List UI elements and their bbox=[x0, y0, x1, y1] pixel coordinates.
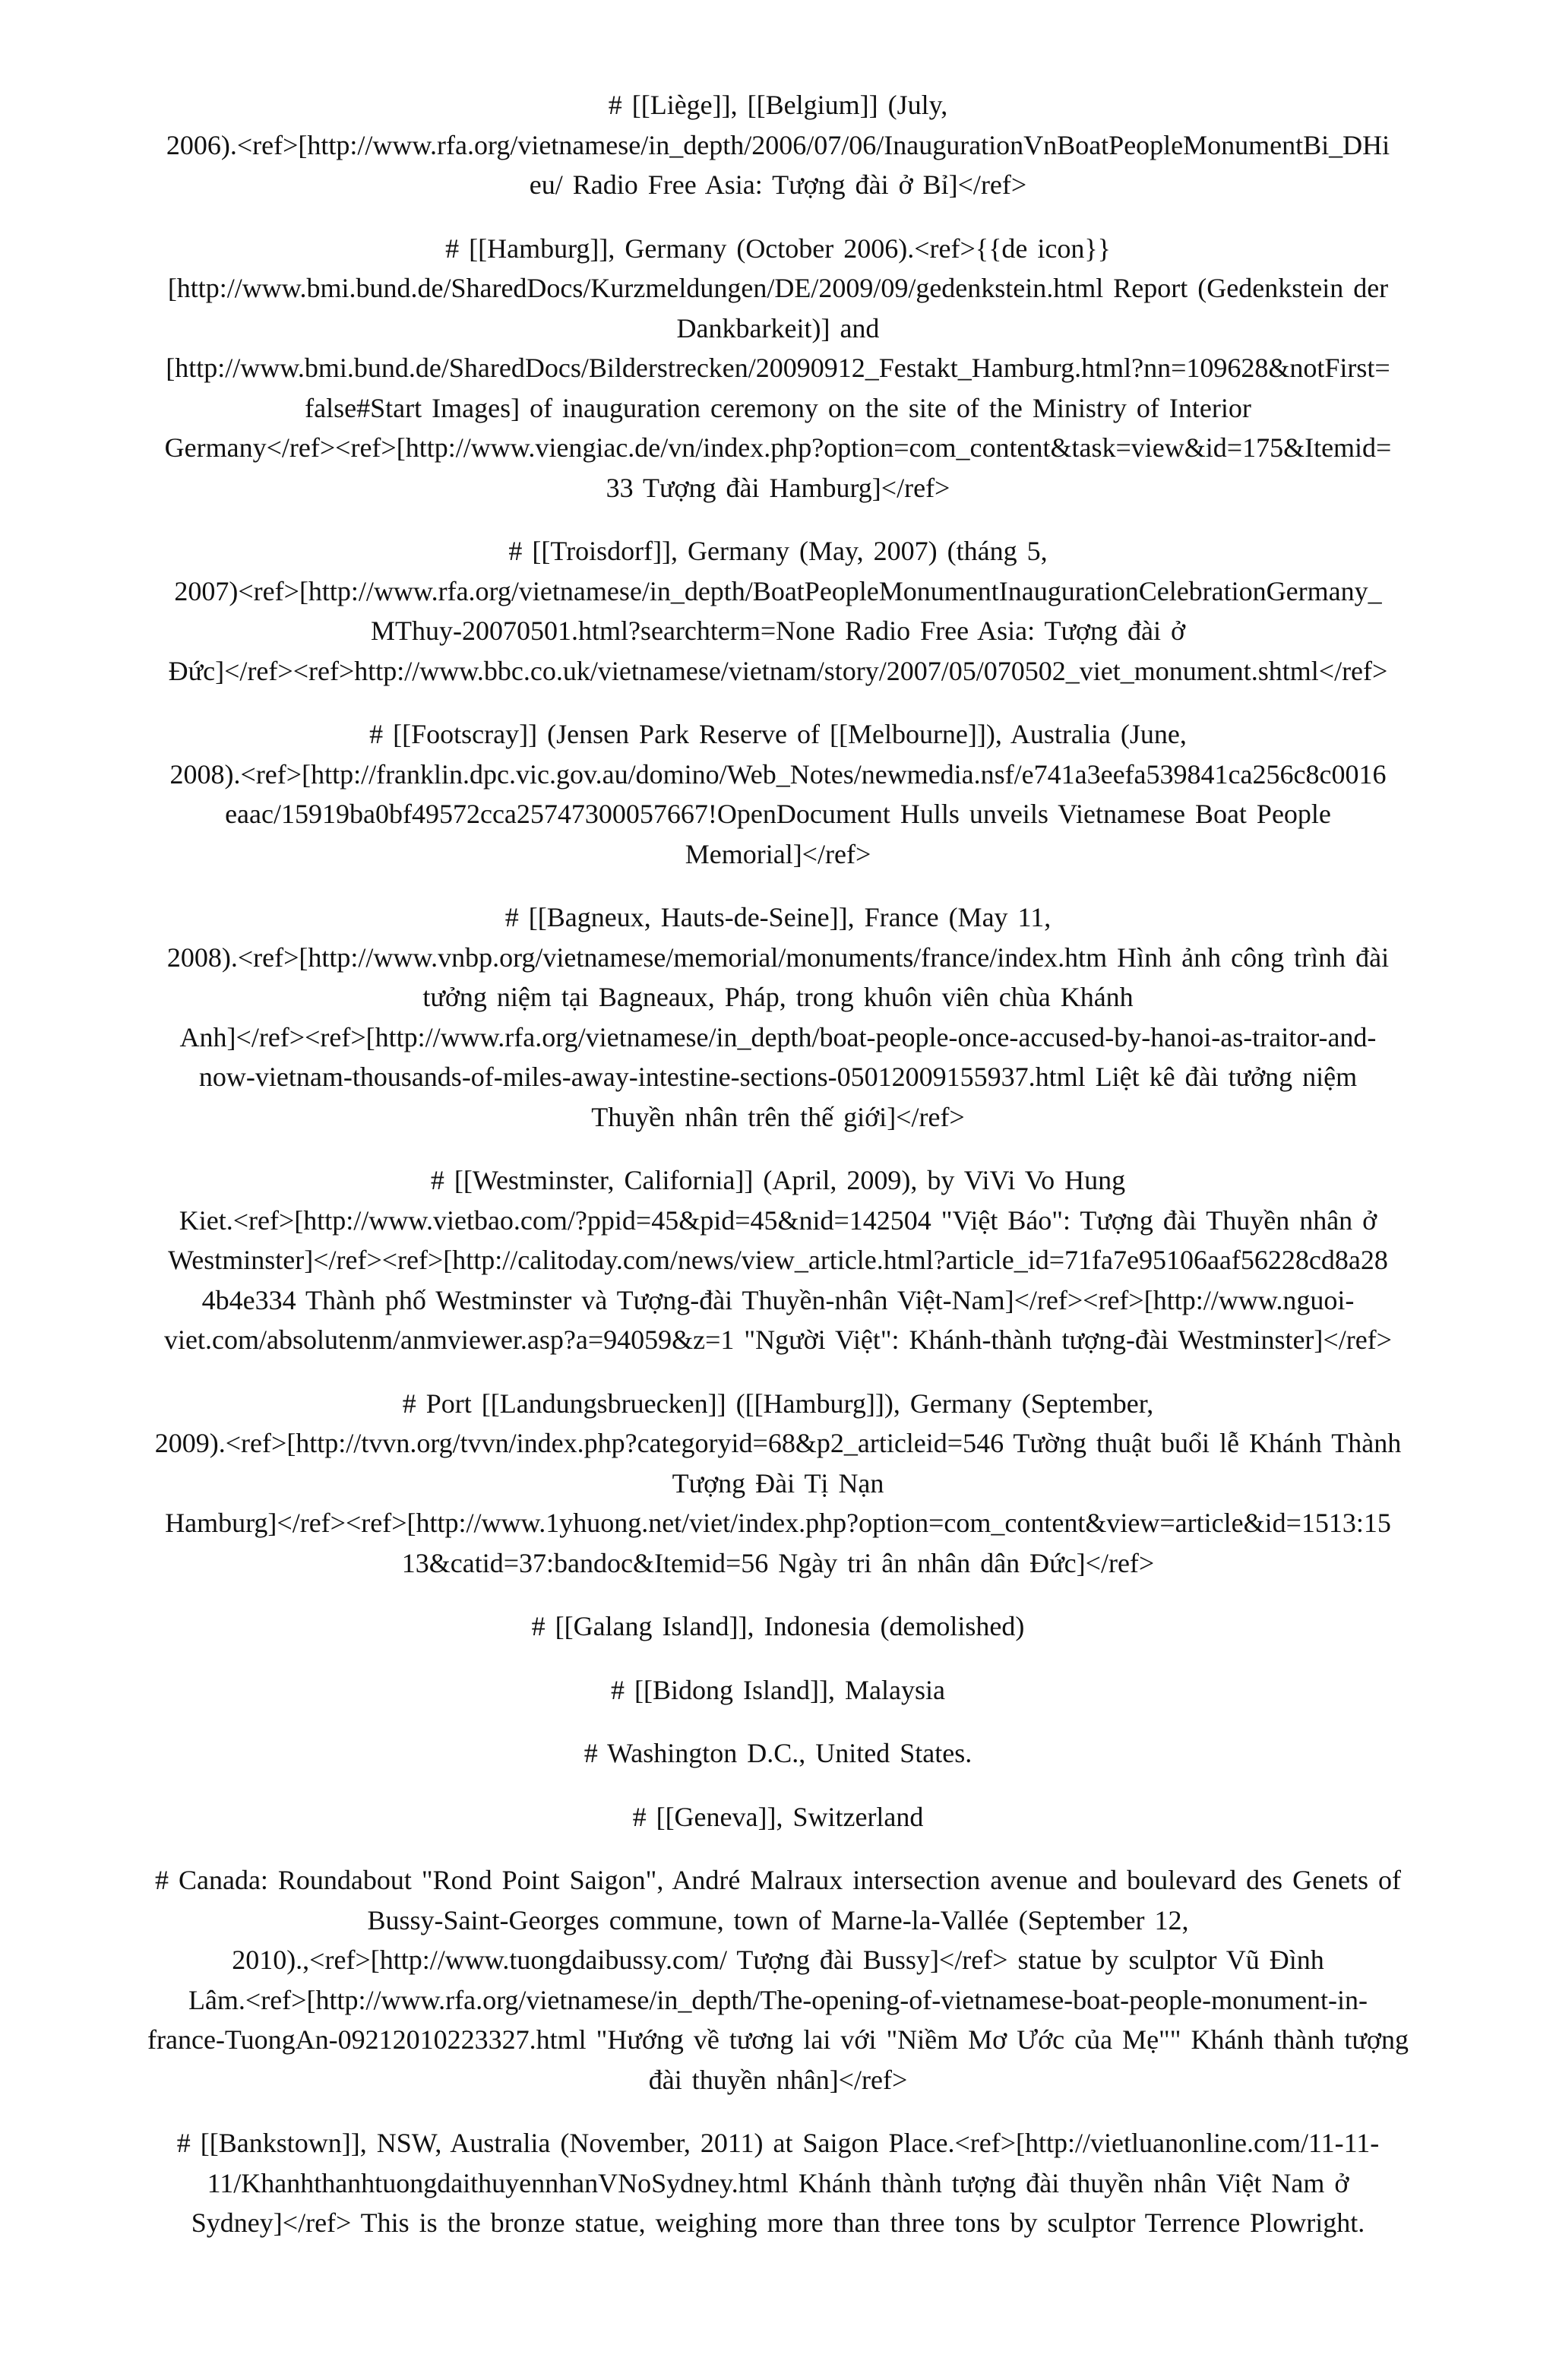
list-item-westminster: # [[Westminster, California]] (April, 2009), by ViVi Vo Hung Kiet.<ref>[http://www.vietbao.com/?ppid=45&pid=45&nid=142504 "Việt Báo": Tượng đài Thuyền nhân ở Westminster]</ref><ref>[http://calitoday.com/news/view_article.html?article_id=71fa7e95106aaf56228cd8a28 4b4e334 Thành phố Westminster và Tượng-đài Thuyền-nhân Việt-Nam]</ref><ref>[http://www.nguoi- viet.com/absolutenm/anmviewer.asp?a=94059&z=1 "Người Việt": Khánh-thành tượng-đài Westminster]</ref> bbox=[164, 1165, 1392, 1355]
list-item-canada: # Canada: Roundabout "Rond Point Saigon", André Malraux intersection avenue and boulevard des Genets of Bussy-Saint-Georges commune, town of Marne-la-Vallée (September 12, 2010).,<ref>[http://www.tuongdaibussy.com/ Tượng đài Bussy]</ref> statue by sculptor Vũ Đình Lâm.<ref>[http://www.rfa.org/vietnamese/in_depth/The-opening-of-vietnamese-boat-people-monument-in- france-TuongAn-09212010223327.html "Hướng về tương lai với "Niềm Mơ Ước của Mẹ"" Khánh thành tượng đài thuyền nhân]</ref> bbox=[147, 1865, 1409, 2095]
list-item-geneva: # [[Geneva]], Switzerland bbox=[632, 1801, 924, 1832]
list-item-washington: # Washington D.C., United States. bbox=[584, 1738, 972, 1768]
list-item-liege: # [[Liège]], [[Belgium]] (July, 2006).<ref>[http://www.rfa.org/vietnamese/in_depth/2006/07/06/InaugurationVnBoatPeopleMonumentBi_DHi eu/ Radio Free Asia: Tượng đài ở Bỉ]</ref> bbox=[166, 90, 1390, 200]
list-item-bankstown: # [[Bankstown]], NSW, Australia (November, 2011) at Saigon Place.<ref>[http://vietluanonline.com/11-11- 11/KhanhthanhtuongdaithuyennhanVNoSydney.html Khánh thành tượng đài thuyền nhân Việt Nam ở Sydney]</ref> This is the bronze statue, weighing more than three tons by sculptor Terrence Plowright. bbox=[176, 2128, 1380, 2238]
list-item-bidong: # [[Bidong Island]], Malaysia bbox=[611, 1674, 945, 1705]
list-item-landungsbruecken: # Port [[Landungsbruecken]] ([[Hamburg]]), Germany (September, 2009).<ref>[http://tvvn.org/tvvn/index.php?categoryid=68&p2_articleid=546 Tường thuật buổi lễ Khánh Thành Tượng Đài Tị Nạn Hamburg]</ref><ref>[http://www.1yhuong.net/viet/index.php?option=com_content&view=article&id=1513:15 13&catid=37:bandoc&Itemid=56 Ngày tri ân nhân dân Đức]</ref> bbox=[154, 1388, 1402, 1578]
document-page bbox=[90, 85, 1466, 2267]
list-item-footscray: # [[Footscray]] (Jensen Park Reserve of [[Melbourne]]), Australia (June, 2008).<ref>[http://franklin.dpc.vic.gov.au/domino/Web_Notes/newmedia.nsf/e741a3eefa539841ca256c8c0016 eaac/15919ba0bf49572cca25747300057667!OpenDocument Hulls unveils Vietnamese Boat People Memorial]</ref> bbox=[169, 719, 1387, 869]
list-item-troisdorf: # [[Troisdorf]], Germany (May, 2007) (tháng 5, 2007)<ref>[http://www.rfa.org/vietnamese/in_depth/BoatPeopleMonumentInaugurationCelebrationGermany_ MThuy-20070501.html?searchterm=None Radio Free Asia: Tượng đài ở Đức]</ref><ref>http://www.bbc.co.uk/vietnamese/vietnam/story/2007/05/070502_viet_monument.shtml</ref> bbox=[168, 536, 1388, 686]
list-item-hamburg: # [[Hamburg]], Germany (October 2006).<ref>{{de icon}} [http://www.bmi.bund.de/SharedDocs/Kurzmeldungen/DE/2009/09/gedenkstein.html Report (Gedenkstein der Dankbarkeit)] and [http://www.bmi.bund.de/SharedDocs/Bilderstrecken/20090912_Festakt_Hamburg.html?nn=109628&notFirst= false#Start Images] of inauguration ceremony on the site of the Ministry of Interior Germany</ref><ref>[http://www.viengiac.de/vn/index.php?option=com_content&task=view&id=175&Itemid= 33 Tượng đài Hamburg]</ref> bbox=[164, 233, 1392, 503]
list-item-bagneux: # [[Bagneux, Hauts-de-Seine]], France (May 11, 2008).<ref>[http://www.vnbp.org/vietnamese/memorial/monuments/france/index.htm Hình ảnh công trình đài tưởng niệm tại Bagneaux, Pháp, trong khuôn viên chùa Khánh Anh]</ref><ref>[http://www.rfa.org/vietnamese/in_depth/boat-people-once-accused-by-hanoi-as-traitor-and- now-vietnam-thousands-of-miles-away-intestine-sections-05012009155937.html Liệt kê đài tưởng niệm Thuyền nhân trên thế giới]</ref> bbox=[166, 902, 1390, 1132]
list-item-galang: # [[Galang Island]], Indonesia (demolished) bbox=[531, 1611, 1025, 1641]
